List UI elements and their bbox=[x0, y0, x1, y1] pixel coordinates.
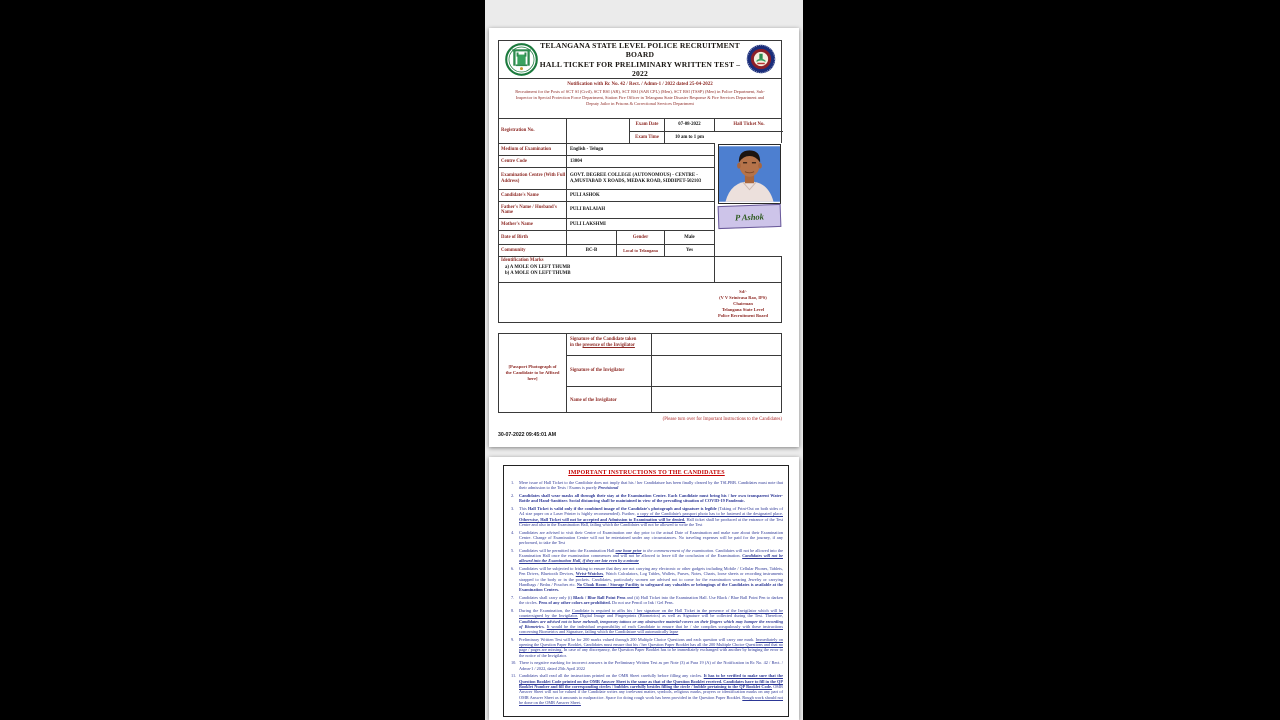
instructions-list bbox=[510, 480, 783, 705]
signatory-row bbox=[499, 282, 781, 324]
instruction-number: 6. bbox=[511, 566, 515, 572]
candidate-name-value: PULI ASHOK bbox=[566, 190, 714, 201]
recruitment-paragraph: Recruitment for the Posts of SCT SI (Civil), SCT RSI (AR), SCT RSI (SAR CPL) (Men), SCT RSI (TSSP) (Men) in Police Department, Sub-Inspector in Special Protection Force Department, Station Fire Officer in Telangana State Disaster Response & Fire Services Department and Deputy Jailor in Prisons & Correctional Services Department bbox=[515, 89, 765, 107]
instruction-text: Candidates will be subjected to frisking to ensure that they are not carrying any electronic or other gadgets including Mobile / Cellular Phones, Tablets, Pen Drives, Bluetooth Devices, Wrist-Watches, Watch Calculators, Log Tables, Wallets, Purses, Notes, Charts, loose sheets or recording instruments strapped to the body or in the pockets. Candidates, particularly women are advised not to come for the examination wearing Jewelry or carrying Handbags / Bedas / Pouches etc. No Cloak Room / Storage Facility to safeguard any valuables or belongings of the Candidates is available at the Examination Centers. bbox=[519, 566, 784, 593]
passport-photo-placeholder: [Passport Photograph of the Candidate to be Affixed here] bbox=[499, 334, 567, 412]
instruction-number: 4. bbox=[511, 529, 515, 535]
instruction-number: 2. bbox=[511, 492, 515, 498]
instructions-page bbox=[489, 457, 799, 720]
instruction-text: Candidates shall carry only (i) Black / Blue Ball Point Pens and (ii) Hall Ticket into the Examination Hall. Use Black / Blue Ball Point Pen to darken the circles. Pens of any other colors are prohibited. Do not use Pencil or Ink / Gel Pens. bbox=[519, 594, 784, 606]
notification-line: Notification with Rc No. 42 / Rect. / Admn-1 / 2022 dated 25-04-2022 bbox=[567, 82, 713, 87]
instruction-text: This Hall Ticket is valid only if the combined image of the Candidate's photograph and signature is legible (Taking of Print-Out on both sides of A4 size paper on a Laser Printer is highly recommended). Further, a copy of the Candidate's passport photo has to be fastened at the designated place. Otherwise, Hall Ticket will not be accepted and Admission to Examination will be denied. Hall ticket shall be produced at the entrance of the Test Centre and also in the Examination Hall, failing which the Candidates will not be allowed to write the Test bbox=[519, 505, 783, 527]
local-label: Local to Telangana bbox=[616, 245, 664, 256]
exam-date-value: 07-08-2022 bbox=[664, 119, 714, 131]
id-mark-a: a) A MOLE ON LEFT THUMB bbox=[505, 265, 571, 270]
father-name-value: PULI BALAIAH bbox=[566, 202, 714, 218]
instruction-text: Candidates will be permitted into the Examination Hall one hour prior to the commencement of the examination. Candidates will not be allowed into the Examination Hall once the examination commences and will not be allowed to leave till the conclusion of the Examination. Candidates will not be allowed into the Examination Hall, if they are late even by a minute bbox=[519, 547, 784, 564]
candidate-signature-label bbox=[567, 334, 651, 355]
instruction-item bbox=[510, 595, 783, 606]
registration-label: Registration No. bbox=[501, 128, 535, 134]
medium-value: English - Telugu bbox=[566, 144, 714, 155]
invigilator-name-label: Name of the Invigilator bbox=[570, 397, 617, 403]
instruction-item bbox=[510, 506, 783, 527]
exam-centre-label: Examination Centre (With Full Address) bbox=[501, 173, 566, 184]
candidate-signature-label-line1: Signature of the Candidate taken bbox=[570, 337, 637, 342]
dob-value-cell bbox=[566, 231, 616, 244]
dob-label: Date of Birth bbox=[501, 234, 528, 240]
candidate-signature: P Ashok bbox=[718, 204, 782, 229]
turn-over-note: (Please turn over for Important Instructions to the Candidates) bbox=[662, 417, 782, 422]
instruction-text: Candidates shall wear masks all through their stay at the Examination Centre. Each Candidate must bring his / her own transparent Water-Bottle and Hand-Sanitizer. Social distancing shall be maintained in view of the prevailing situation of COVID-19 Pandemic. bbox=[519, 492, 783, 504]
instruction-text: Candidates are advised to visit their Centre of Examination one day prior to the actual Date of Examination and make sure about their Examination Centre. Change of Examination Centre will not be entertained under any circumstances. No traveling expenses will be paid for the journey, if any performed, to take the Test bbox=[519, 529, 783, 546]
notification-block bbox=[499, 78, 781, 118]
mother-name-label: Mother's Name bbox=[501, 221, 533, 227]
instruction-number: 3. bbox=[511, 505, 515, 511]
medium-label: Medium of Examination bbox=[501, 146, 552, 152]
print-timestamp: 30-07-2022 09:45:01 AM bbox=[498, 432, 557, 438]
telangana-emblem-icon bbox=[505, 43, 538, 81]
signature-table-divider bbox=[651, 334, 652, 412]
header-row bbox=[499, 41, 781, 78]
document-viewer-scroll-area[interactable] bbox=[485, 0, 803, 720]
hall-ticket-table bbox=[498, 40, 782, 323]
id-marks-right-cell bbox=[714, 257, 783, 282]
instruction-number: 1. bbox=[511, 480, 515, 485]
centre-code-label: Centre Code bbox=[501, 158, 527, 164]
instruction-item bbox=[510, 660, 783, 671]
signatory-name: (V V Srinivasa Rao, IPS) bbox=[719, 294, 767, 300]
signatory-block bbox=[718, 289, 768, 324]
signatory-role: Chairman bbox=[733, 300, 753, 306]
instruction-text: Preliminary Written Test will be for 200 marks valued through 200 Multiple Choice Questions and each question will carry one mark. Immediately on opening the Question Paper Booklet, Candidates must ensure that his / her Question Paper Booklet has all the 200 Multiple Choice Questions and that no page / pages are missing. In case of any discrepancy, the Question Paper Booklet has to be immediately exchanged with another by bringing the error to the notice of the Invigilator. bbox=[519, 636, 783, 658]
exam-date-label: Exam Date bbox=[629, 119, 664, 131]
instruction-text: During the Examination, the Candidate is required to affix his / her signature on the Hall Ticket in the presence of the Invigilator which will be countersigned by the Invigilator. Digital Image and Fingerprints (Biometrics) as well as Signature will be collected during the Test. Therefore, Candidates are advised not to have mehendi, temporary tattoos or any obstructive material-covers on their fingers which may hamper the recording of Biometrics. It would be the individual responsibility of each Candidate to ensure that he / she complies scrupulously with these instructions concerning Biometrics and Signature, failing which the Candidature will automatically lapse bbox=[519, 607, 784, 635]
candidate-signature-label-underlined: presence of the Invigilator bbox=[582, 342, 635, 348]
community-label: Community bbox=[501, 247, 526, 253]
instruction-item bbox=[510, 566, 783, 592]
tslprb-logo-icon bbox=[746, 44, 776, 79]
instruction-number: 9. bbox=[511, 636, 515, 642]
instruction-text: Candidates shall read all the instructions printed on the OMR Sheet carefully before filling any circles. It has to be verified to make sure that the Question Booklet Code printed on the OMR Answer Sheet is the same as that of the Question Booklet received. Candidates have to fill in the QP Booklet Number and fill the corresponding circles / bubbles carefully besides filling the circle / bubble pertaining to the QP Booklet Code. OMR Answer Sheet will not be valued if the Candidate writes any irrelevant matter, symbols, religious marks, prayers or identification marks on any part of OMR Answer Sheet as it amounts to malpractice. Space for doing rough work has been provided in the Question Paper Booklet. Rough work should not be done on the OMR Answer Sheet. bbox=[519, 673, 784, 705]
hall-ticket-no-value-cell bbox=[714, 132, 783, 143]
instruction-text: Mere issue of Hall Ticket to the Candidate does not imply that his / her Candidature has been finally cleared by the TSLPRB. Candidates must note that their admission to the Tests / Exams is purely Provisional bbox=[519, 480, 783, 491]
instruction-item bbox=[510, 608, 783, 634]
candidate-name-label: Candidate's Name bbox=[501, 192, 539, 198]
page-title bbox=[539, 41, 741, 78]
instruction-item bbox=[510, 480, 783, 491]
board-title: TELANGANA STATE LEVEL POLICE RECRUITMENT BOARD bbox=[540, 40, 740, 60]
gender-value: Male bbox=[664, 231, 714, 244]
photo-column bbox=[714, 143, 783, 256]
instruction-number: 8. bbox=[511, 607, 515, 613]
registration-row bbox=[499, 118, 781, 143]
candidate-photo bbox=[718, 144, 781, 204]
exam-time-value: 10 am to 1 pm bbox=[664, 132, 714, 144]
signatory-org2: Police Recruitment Board bbox=[718, 312, 768, 318]
instruction-item bbox=[510, 493, 783, 504]
community-value: BC-B bbox=[566, 245, 616, 256]
instruction-number: 10. bbox=[511, 660, 517, 666]
instruction-text: There is negative marking for incorrect answers in the Preliminary Written Test as per Note (3) at Para 19 (A) of the Notification in Rc No. 42 / Rect. / Admn-1 / 2022, dated 25th April 2022 bbox=[519, 660, 783, 671]
signatory-sd: Sd/- bbox=[739, 289, 747, 294]
invigilator-signature-table bbox=[498, 333, 782, 413]
instruction-item bbox=[510, 637, 783, 658]
instruction-item bbox=[510, 673, 783, 705]
local-value: Yes bbox=[664, 245, 714, 256]
father-name-label: Father's Name / Husband's Name bbox=[501, 204, 557, 215]
mother-name-value: PULI LAKSHMI bbox=[566, 219, 714, 230]
instruction-item bbox=[510, 530, 783, 546]
exam-time-label: Exam Time bbox=[629, 132, 664, 144]
gender-label: Gender bbox=[616, 231, 664, 244]
centre-code-value: 13004 bbox=[566, 156, 714, 167]
instructions-box bbox=[503, 465, 789, 717]
registration-value-cell bbox=[566, 119, 629, 143]
candidate-signature-label-line2: in the bbox=[570, 342, 583, 348]
instruction-number: 7. bbox=[511, 594, 515, 600]
exam-centre-value: GOVT. DEGREE COLLEGE (AUTONOMOUS) - CENTRE - A,MUSTABAD X ROADS, MEDAK ROAD, SIDDIPET-502103 bbox=[566, 168, 714, 189]
instruction-number: 11. bbox=[511, 673, 517, 679]
id-marks-row bbox=[499, 256, 781, 282]
instruction-item bbox=[510, 548, 783, 564]
invigilator-signature-label: Signature of the Invigilator bbox=[570, 368, 625, 373]
hall-ticket-no-label: Hall Ticket No. bbox=[714, 119, 783, 131]
instructions-heading: IMPORTANT INSTRUCTIONS TO THE CANDIDATES bbox=[568, 470, 725, 476]
signatory-org1: Telangana State Level bbox=[721, 306, 765, 312]
id-marks-label: Identification Marks bbox=[501, 258, 544, 263]
hall-ticket-title: HALL TICKET FOR PRELIMINARY WRITTEN TEST – 2022 bbox=[539, 59, 741, 78]
hall-ticket-page bbox=[489, 28, 799, 447]
instruction-number: 5. bbox=[511, 547, 515, 553]
id-mark-b: b) A MOLE ON LEFT THUMB bbox=[505, 270, 571, 276]
